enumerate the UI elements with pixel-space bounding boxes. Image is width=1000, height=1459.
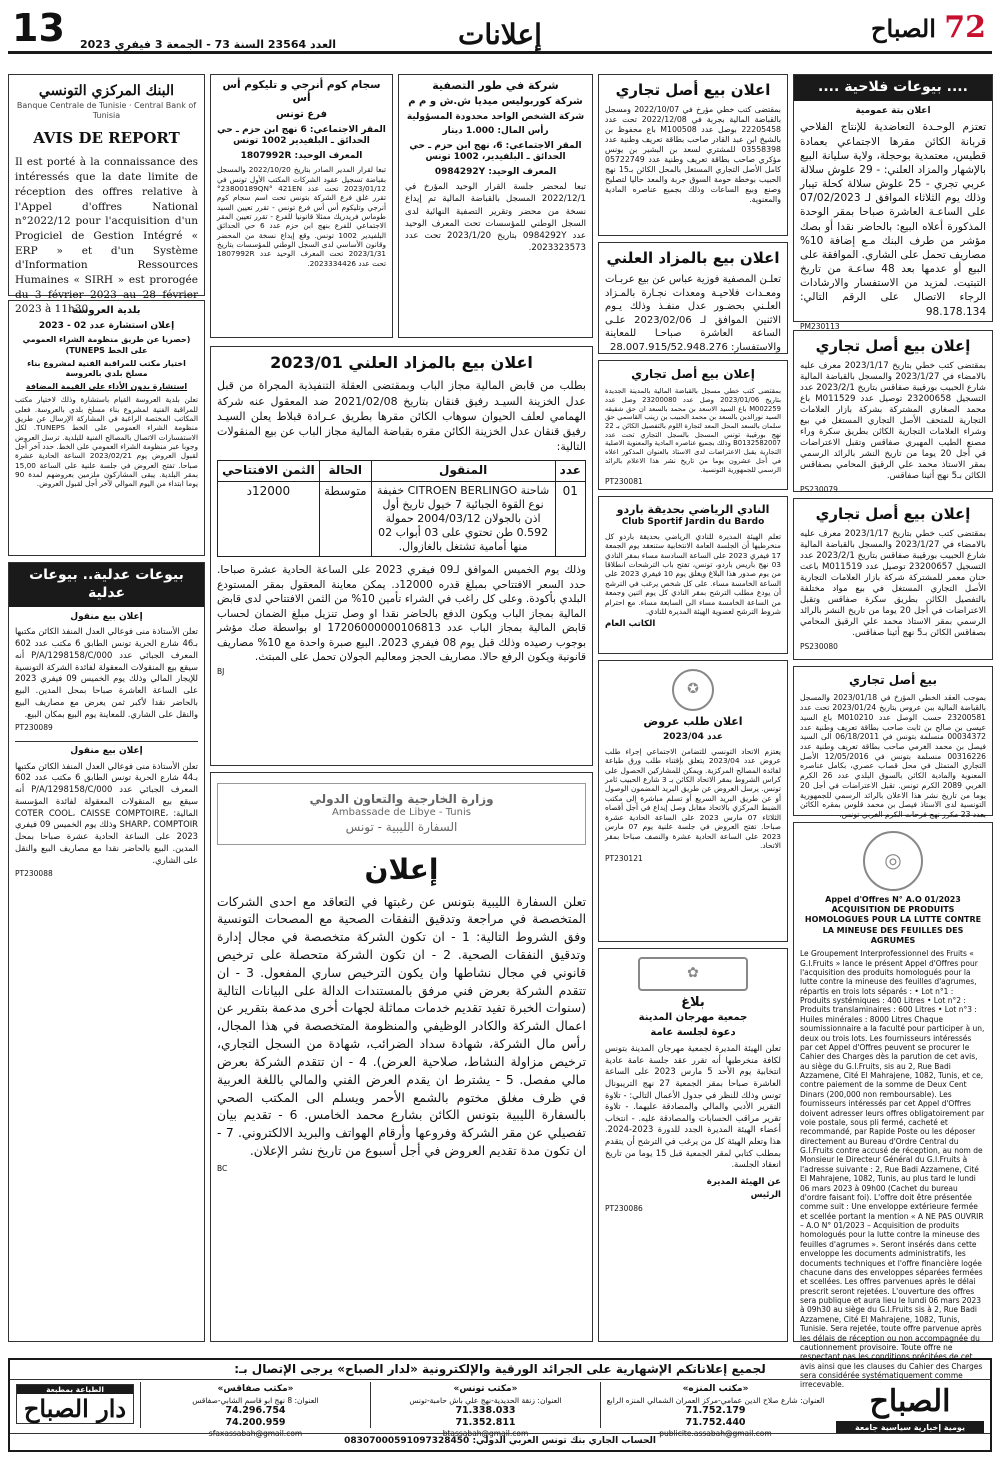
footer-logo-tag: يومية إخبارية سياسية جامعة [836, 1421, 984, 1434]
car-title: اعلان بيع بالمزاد العلني 2023/01 [270, 353, 533, 372]
club-body: تعلم الهيئة المديرة للنادي الرياضي بحديقة باردو كل منخرطيها أن الجلسة العامة الانتخابية ستنعقد يوم الجمعة 17 فيفري 2023 على الساعة السادسة مساء بمقر النادي 03 نهج باريس باردو، تونس، تفتح باب الترشحات انطلاقا من يوم صدور هذا البلاغ ويغلق يوم 10 فيفري 2023 على الساعة الخامسة مساء. على كل شخص يرغب في الترشح أن يودع مطلب الترشح بمقر النادي كل يوم اثنين وجمعة من الساعة الخامسة مساء الى السابعة مساء. مع احترام شروط الترشح لعضوية الهيئة المديرة للنادي. [605, 531, 781, 617]
cell-price: 12000د [218, 481, 320, 556]
office-fax: 71.752.440 [685, 1417, 746, 1429]
car-table-head [218, 461, 586, 481]
liq-name: شركة كوربوليس ميديا ش.ش و م م [408, 96, 583, 108]
footer-logo2-tag: الطباعة بمطبعة [17, 1385, 133, 1394]
logo-name: الصباح [871, 14, 936, 43]
bct-en: Central Bank of Tunisia [92, 101, 197, 121]
sijam-ad [210, 74, 393, 338]
medina-body: تعلن الهيئة المديرة لجمعية مهرجان المدينة بتونس لكافة منخرطيها أنه تقرر عقد جلسة عامة عادية انتخابية يوم الأحد 5 مارس 2023 على الساعة العاشرة صباحا بمقر الجمعية 27 نهج التريبونال تونس وذلك للنظر في جدول الأعمال التالي: - تلاوة التقرير الأدبي والمالي والمصادقة عليهما. - تلاوة تقرير مراقب الحسابات والمصادقة عليه. - انتخاب أعضاء الهيئة المديرة الجدد للدورة 2023-2024. هذا وتعلم الهيئة كل من يرغب في الترشح أن يتقدم بمطلب كتابي لمقر الجمعية قبل 15 يوما من تاريخ انعقاد الجلسة. [605, 1043, 782, 1170]
medina-ad [598, 948, 788, 1342]
sijam-id: المعرف الوحيد: 1807992R [240, 150, 363, 161]
office-tel: 74.296.754 [225, 1405, 286, 1417]
medina-sub1: جمعية مهرجان المدينة [638, 1011, 748, 1023]
medina-ref: PT230086 [605, 1203, 643, 1213]
th-price: الثمن الافتتاحي [218, 461, 320, 481]
bct-fr: Banque Centrale de Tunisie [16, 101, 127, 110]
union-logo-icon: ✪ [672, 669, 714, 711]
th-item: المنقول [371, 461, 555, 481]
cell-no: 01 [555, 481, 585, 556]
office-email[interactable]: btassabah@gmail.com [442, 1429, 529, 1439]
sijam-sub: فرع تونس [276, 108, 327, 120]
aroussa-sub3: اختيار مكتب للمراقبة الفنية لمشروع بناء مسلخ بلدي بالعروسة [27, 358, 186, 379]
jud-ref2: PT230088 [15, 869, 53, 879]
medina-sign2: الرئيس [750, 1189, 781, 1200]
com2-ad [598, 360, 788, 490]
aroussa-sub4: استشارة بدون الأداء على القيمة المضافة [25, 382, 188, 392]
embassy-ar: السفارة الليبية - تونس [345, 820, 458, 835]
aroussa-ad [8, 300, 205, 556]
club-ad [598, 496, 788, 654]
footer [8, 1358, 992, 1452]
car-intro: بطلب من قابض المالية مجاز الباب وبمقتضى العقلة التنفيذية المجراة من قبل عدل الخزينة السيـد رفيق قنقان بتاريخ 2021/02/08 ضد المعقول عنه شركة الهمامي لعلف الحيوان سوهاب الكائن مقرها بطريق عـرادة قبلاط يعلن السيـد رفيق قنقان عدل الخزينة الكائن مقره بقباضة المالية مجاز الباب عن بيع المنقولات التالية: [217, 379, 586, 454]
offers-body: يعتزم الاتحاد التونسي للتضامن الاجتماعي إجراء طلب عروض عدد 2023/04 يتعلق بإقتناء طلب ورق طباعة لفائدة المصالح المركزية. ويمكن للمشاركين الحصول على كراس الشروط بمقر الاتحاد الكائن بـ 3 شارع الحبيب ثامر تونس. يرسل العروض عن طريق البريد المضمون الوصول أو عن طريق البريد السريع أو تسلم مباشرة إلى مكتب الضبط المركزي بالاتحاد مقابل وصل إيداع في أجل أقصاه الثلاثاء 07 مارس 2023 على الساعة الحادية عشرة صباحا. تفتح العروض في جلسة علنية يوم 07 مارس 2023 على الساعة الحادية عشرة والنصف صباحا بمقر الاتحاد. [605, 746, 781, 851]
avis-body: Il est porté à la connaissance des intéressés que la date limite de réception des offres relative à l'Appel d'offres National n°2022/12 pour l'acquisition d'un Progiciel de Gestion Intégré « ERP » et d'un Système d'Information Ressources Humaines « SIRH » est prorogée du 3 février 2023 au 28 février 2023 à 11h30. [15, 156, 198, 316]
agri-ref: PM230113 [800, 321, 840, 331]
sale2-ad [793, 498, 993, 660]
footer-logo [836, 1384, 984, 1434]
table-row [218, 481, 586, 556]
office-tunis [370, 1382, 600, 1439]
office-fax: 71.352.811 [455, 1417, 516, 1429]
sale2-title: إعلان بيع أصل تجاري [815, 505, 971, 523]
agri-ad [793, 74, 993, 331]
sale1-body: بمقتضى كتب خطي بتاريخ 2023/1/17 معرف عليه بالامضاء في 2023/1/27 والمسجل بالقباضة المالية شارع الحبيب بورقيبة صفاقس بتاريخ 2023/2/1 عدد التسجيل 23200658 توصيل عدد M011529 باع محمد الصغاري المشتركة بشركة بازار العلامات التجارية للمتحف الأصل التجاري المستغل في بيع وشراء العلامات التجارية الكائن بطريق سكرة وراء مصنع الطيب المهيري صفاقس وتقبل الاعتراضات في أجل 20 يوما من تاريخ النشر بالرائد الرسمي بمقر الاستاذ محمد علي الرقيق المحامي بصفاقس الكائن بـ5 نهج أثينا صفاقس. [800, 361, 987, 482]
ministry-name: وزارة الخارجية والتعاون الدولي [309, 792, 494, 806]
com2-title: إعلان بيع أصل تجاري [631, 367, 755, 381]
offers-ad [598, 660, 788, 942]
jud-s2: إعلان بيع منقول [70, 746, 143, 757]
office-address: العنوان: زنقة الحديدية-نهج علي باش حامبة-تونس [409, 1395, 562, 1405]
embassy-title: إعلان [364, 852, 439, 886]
th-state: الحالة [319, 461, 371, 481]
footer-logo2-name: دار الصباح [23, 1394, 127, 1423]
jud-s1: إعلان بيع منقول [70, 611, 143, 622]
embassy-fr: Ambassade de Libye - Tunis [332, 807, 471, 819]
com1-title: اعلان بيع أصل تجاري [615, 81, 771, 99]
embassy-banner [217, 783, 586, 845]
agri-body: تعتزم الوحـدة التعاضدية للإنتاج الفلاحي قربانة الكائن مقرها الاجتماعي بعمادة قطيس، معتمدية بوحجلة، ولاية سليانة البيع بالإشهار والمزاد العلني: - 29 علوش سلالة عربي تجري - 25 علوش سلالة كحلة تيبار وذلك يوم الثلاثاء الموافق لـ 07/02/2023 على الساعـة العاشرة صباحا بمقر الوحدة المذكورة أعلاه البيع: بالحاضر نقدا أو بصك مؤشر من طرف البنك مـع إضافة 10% مصاريف تحمل على الشاري. الموافقة على البيع أو عدمها بعد 48 ساعـة من تاريخ التبتيت. لمزيد من الاستفسار والارشادات الرجاء الاتصال على الرقم التالي: 98.178.134 [800, 121, 986, 318]
car-table [217, 460, 586, 557]
fruits-body: Le Groupement Interprofessionnel des Fruits « G.I.Fruits » lance le présent Appel d'Offres pour l'acquisition des produits homologués pour la lutte contre la mineuse des feuilles d'agrumes, répartis en trois lots séparés : • Lot n°1 : Produits systémiques : 400 Litres • Lot n°2 : Produits translaminaires : 600 Litres • Lot n°3 : Huiles minérales : 8000 Litres Chaque soumissionnaire a la faculté pour participer à un, deux ou trois lots. Les fournisseurs intéressés par cet Appel d'Offres peuvent se procurer le Cahier des Charges dès la parution de cet avis, au siège du G.I.Fruits, sis au 2, Rue Badi Azzamene, Cité El Mahrajene, 1082, Tunis, et ce, contre paiement de la somme de Deux Cent Dinars (200,000 non remboursable). Les fournisseurs intéressés par cet Appel d'Offres doivent adresser leurs offres obligatoirement par voie postale, sous pli fermé, cacheté et recommandé, par Rapide Poste ou les déposer directement au Bureau d'Ordre Central du G.I.Fruits contre accusé de réception, au nom de Monsieur le Directeur Général du G.I.Fruits à l'adresse suivante : 2, Rue Badi Azzamene, Cité El Mahrajene, 1082, Tunis, au plus tard le lundi 06 mars 2023 à 09h00 (Cachet du bureau d'ordre faisant foi). L'offre doit être présentée comme suit : Une enveloppe extérieure fermée et scellée portant la mention « A NE PAS OUVRIR – A.O N° 01/2023 – Acquisition de produits homologués pour la lutte contre la mineuse des feuilles d'agrumes ». Seront insérés dans cette enveloppe les documents administratifs, les documents techniques et l'offre financière logée chacune dans des enveloppes séparées fermées et scellées. Les offres parvenues après le délai prescrit seront rejetées. L'ouverture des offres sera publique et aura lieu le lundi 06 mars 2023 à 09h30 au siège du G.I.Fruits sis à 2, Rue Badi Azzamene, Cité El Mahrajene, 1082, Tunis, Tunisie. Sera rejetée, toute offre parvenue après les délais de réception ou non accompagnée du cautionnement provisoire. Toute offre ne respectant pas les conditions précitées de cet avis ainsi que les clauses du Cahier des Charges sera considérée systématiquement comme irrecevable. [800, 949, 985, 1390]
com2-ref: PT230081 [605, 477, 643, 487]
office-tel: 71.752.179 [685, 1405, 746, 1417]
club-sign: الكاتب العام [605, 618, 656, 629]
aroussa-title: بلدية العروسة [72, 305, 141, 316]
office-fax: 74.200.959 [225, 1417, 286, 1429]
sijam-body: تبعا لقرار المدير الصادر بتاريخ 2022/10/20 والمسجل بقباضة تسجيل عقود الشركات المكتب الأول تونس في 2023/01/12 تحت عدد 23800189QN° 421EN° تقرر غلق فرع الشركة بتونس تحت اسم سجام كوم أنرجي وتليكوم أس أس فرع تونس - تقرر تعيين السيد طوماس فريدريك ممثلا قانونيا للفرع - تقرر تعيين المقر الاجتماعي للفرع بنهج ابن حزم عدد 6 حي الحدائق البلفيدير 1002 تونس. وقع إيداع نسخة من المحضر وقانون الأساسي لدى السجل الوطني للمؤسسات بتاريخ 2023/1/31 تحت المعرف الوحيد عدد 1807992R تحت عدد 2023334426. [217, 165, 387, 268]
section-title: إعلانات [458, 18, 542, 51]
judicial-title: بيوعات عدلية.. بيوعات عدلية [9, 563, 204, 607]
liq-cap: رأس المال: 1.000 دينار [442, 126, 549, 137]
judicial-sales [8, 562, 205, 1342]
bct-name-fr: Banque Centrale de Tunisie · Central Bank of Tunisia [16, 101, 197, 121]
festival-logo-icon: ✿ [638, 957, 748, 991]
footer-header: لجميع إعلاناتكم الإشهارية على الجرائد الورقية والإلكترونية «لدار الصباح» يرجى الإتصال بـ: [10, 1360, 990, 1380]
sale3-title: بيع أصل تجاري [849, 673, 937, 687]
medina-title: بلاغ [681, 995, 705, 1010]
office-name: «مكتب تونس» [453, 1384, 518, 1394]
office-sfax [140, 1382, 370, 1439]
aroussa-sub2: (حصريا عن طريق منظومة الشراء العمومي على الخط TUNEPS) [22, 335, 191, 355]
fruits-tender [793, 822, 993, 1390]
footer-logo-name: الصباح [869, 1384, 951, 1419]
liq-id: المعرف الوحيد: 0984292Y [434, 166, 557, 177]
aroussa-sub: إعلان استشارة عدد 02 - 2023 [38, 320, 175, 331]
liq-ad [398, 74, 593, 338]
office-menzah [600, 1382, 830, 1439]
sijam-title: سجام كوم أنرجي و تليكوم أس أس [222, 79, 381, 105]
jud-b1: تعلن الأستاذة منى فوعالي العدل المنفذ الكائن مكتبها بـ46 شارع الحرية تونس الطابق 6 مكتب عدد 602 المعرف الجبائي عدد P/A/1298158/C/000 أنه سيقع بيع المنقولات المعقولة لفائدة الشركة التونسية للإيجار المالي وذلك يوم الخميس 09 فيفري 2023 على الساعة العاشرة صباحا بمحل المدين. البيع بالحاضر نقدا لأكبر ثمن يعرض مع مصاريف البيع والنقل على الشاري. للمعاينة يوم البيع بمكان البيع. [15, 626, 198, 719]
office-email[interactable]: sfaxassabah@gmail.com [208, 1429, 303, 1439]
sale1-ad [793, 330, 993, 495]
logo-number: 72 [944, 10, 986, 45]
office-name: «مكتب المنزه» [682, 1384, 749, 1394]
embassy-ref: BC [217, 1163, 228, 1173]
office-name: «مكتب صفاقس» [217, 1384, 294, 1394]
car-outro: وذلك يوم الخميس الموافق لـ09 فيفري 2023 على الساعة الحادية عشرة صباحا. حدد السعر الافتتاحي بمبلغ قدره 12000د. يمكن معاينة المعقول بمقر المستودع البلدي بأكودة. وعلى كل راغب في الشراء تأمين 10% من الثمن الافتتاحي لدى قابض المالية بمجاز الباب ويكون الدفع بالحاضر نقدا او وصل تنزيل مبلغ الضمان لحساب قابض المالية بمجاز الباب عدد 17206000000106813 او بواسطة صك مؤشر بوجوب رصيده وذلك قبل يوم 08 فيفري 2023. البيع صبرة واحدة مع 10% مصاريف قانونية ويكون الرفع حالا. مصاريف الحجز ومعاليم الجولان تحمل على المبتث. [217, 564, 587, 663]
masthead-logo [871, 10, 986, 45]
issue-line: العدد 23564 السنة 73 - الجمعة 3 فيفري 2023 [80, 38, 337, 51]
th-no: عدد [555, 461, 585, 481]
car-auction-ad [210, 346, 593, 766]
auction-body: تعلـن المصفية فوزية عباس عن بيع عربـات ومعـدات فلاحيـة ومعدات نجـارة بالمـزاد العلـني بحضـور عدل منفـذ وذلك يـوم الاثنين الموافق لـ 2023/02/06 علـى الساعة العاشرة صباحـا للمعاينة والاستفسار: 28.007.915/52.948.276 [605, 274, 781, 353]
liq-sub: شركة الشخص الواحد محدودة المسؤولية [406, 111, 585, 122]
fruits-title: Appel d'Offres N° A.O 01/2023 ACQUISITION DE PRODUITS HOMOLOGUES POUR LA LUTTE CONTRE LA MINEUSE DES FEUILLES DES AGRUMES [804, 895, 982, 945]
car-ref: BJ [217, 667, 225, 677]
sale3-body: بموجب العقد الخطي المؤرخ في 2023/01/18 والمسجل بالقباضة المالية ببن عروس بتاريخ 2023/01/24 تحت عدد 23200581 حسب الوصل عدد M010210 باع السيد عيسى بن صالح بن ثابت صاحب بطاقة تعريف وطنية عدد 00034372 منسلمة بتونس في 06/18/2011 الى السيد فيصل بن محمد الغرمي صاحب بطاقة تعريف وطنية عدد 00316226 منسلمة بتونس في 12/05/2016 الأصل التجاري المتمثل في محل قصاب عصري، بكامل عناصره المعنوية والمادية الكائن بالسوق البلدي عدد 26 الكرم الغربي 2089 الكرم تونس. تقبل الاعتراضات في أجل 20 يوما من تاريخ نشر هذا الاعلان بالرائد الرسمي للجمهورية التونسية لدى الاستاذ فيصل بن محمد قلوس بمقره الكائن بعدد 23 مكرر نهج فرحات الكرم الغربي تونس. [800, 693, 987, 819]
com1-body: بمقتضى كتب خطي مؤرخ في 2022/10/07 ومسجل بالقباضة المالية بجربة في 2022/12/08 تحت عدد 22205458 بوصل عدد M100508 باع محفوظ بن بالشيخ ابن عبد القادر صاحب بطاقة تعريف وطنية عدد 03558398 للمشتري لسعد بن البشير بن يونس مؤكري صاحب بطاقة تعريف وطنية عدد 05722749 كامل الأصل التجاري المستغل بالمحل الكائن بـ15 نهج الحبيب بوخطة حومة السوق جربة والمعد حاليا لتصليح وصنع وبيع الساعات وذلك بجميع عناصره المادية والمعنوية. [605, 105, 781, 204]
office-tel: 71.338.033 [455, 1405, 516, 1417]
com2-body: بمقتضى كتب خطي مسجل بالقباضة المالية بالمدينة الجديدة بتاريخ 2023/01/06 وصل عدد 23200080 وصل عدد M002259 باع السيد الاسعد بن محمد بالسعد ان حق شقيقه السيد نورالدين بالسعد بن محمد الحبيب بن زينب القاسمي حق سلمان بالسعد المحل المعد لتجارة اللوم بالتفصيل الكائن بـ 22 نهج بورقيبة تونس المسجل بالسجل التجاري تحت عدد B0132582007 وذلك بجميع عناصره المادية والمعنوية الاصلية التجارية يقبل الاعتراضات لدى الاستاذ بالعنوان المذكور اعلاه في أجل عشرون يوما من تاريخ نشر هذا الاعلام بالرائد الرسمي للجمهورية التونسية. [605, 387, 781, 474]
sale3-ad [793, 666, 993, 819]
office-address: العنوان: 8 نهج ابو قاسم الشابي-صفاقس [192, 1395, 319, 1405]
jud-b2: تعلن الأستاذة منى فوعالي العدل المنفذ الكائن مكتبها بـ44 شارع الحرية تونس الطابق 6 مكتب عدد 602 المعرف الجبائي عدد P/A/1298158/C/000 أنه سيقع بيع المنقولات المعقولة لفائدة المؤسسة المالية: COTER COOL، CAISSE COMPTOIRE، SHARP، COMPTOIR وذلك يوم الخميس 09 فيفري 2023 على الساعة الحادية عشرة صباحا بمحل المدين. البيع بالحاضر نقدا مع مصاريف البيع والنقل على الشاري. [15, 760, 198, 865]
office-address: العنوان: شارع صلاح الدين عمامي-مركز العمران الشمالي المنزه الرابع [606, 1395, 825, 1405]
sale1-ref: PS230079 [800, 485, 838, 495]
sale1-title: إعلان بيع أصل تجاري [815, 337, 971, 355]
gifruits-logo-icon: ◎ [863, 831, 923, 891]
club-title: النادي الرياضي بحديقة باردو [616, 503, 770, 516]
auction-ad [598, 242, 788, 354]
jud-ref1: PT230089 [15, 723, 53, 733]
sale2-ref: PS230080 [800, 642, 838, 652]
embassy-body: تعلن السفارة الليبية بتونس عن رغبتها في التعاقد مع احدى الشركات المتخصصة في مراجعة وتدقيق النفقات الصحية مع المصحات التونسية وفق الشروط التالية: 1 - ان تكون الشركة متخصصة في مجال إدارة وتدقيق النفقات الصحية. 2 - ان تكون الشركة متحصلة على ترخيص قانوني في مجال نشاطها وان يكون الترخيص ساري المفعول. 3 - ان تتقدم الشركة بعرض فني مرفق بالمستندات الدالة على البيانات التالية (سنوات الخبرة تفيد تقديم خدمات مماثلة لجهات أخرى مدعمة بتقرير عن اعمال الشركة والكادر الوظيفي والمنظومة المتخصصة في هذا المجال، رأس مال الشركة، شهادة سداد الضرائب، شهادة من السجل التجاري، ترخيص مزاولة النشاط، صلاحية العرض). 4 - ان تتقدم الشركة بعرض مالي مفصل. 5 - يشترط ان يقدم العرض الفني والمالي باللغة العربية في ظرف مغلق مختوم بالشمع الأحمر ويسلم الى المكتب الصحي بالسفارة الليبية بتونس الكائن بشارع محمد الخامس. 6 - تقديم بيان تفصيلي عن مقر الشركة وفروعها وأرقام الهواتف والبريد الالكتروني. 7 - ان تكون مدة تقديم العروض في أجل أسبوع من تاريخ نشر الإعلان. [217, 894, 587, 1159]
footer-account: الحساب الجاري بنك تونس العربي الدولي: 08307000591097328450 [10, 1433, 990, 1450]
offices [140, 1382, 830, 1439]
liq-body: تبعا لمحضر جلسة القرار الوحيد المؤرخ في 2022/12/1 المسجل بالقباضة المالية تم إيداع نسخة من محضر وتقرير التصفية النهائية لدى السجل الوطني للمؤسسات تحت المعرف الوحيد عدد 0984292Y بتاريخ 2023/1/20 تحت عدد 2023323573. [405, 182, 586, 253]
embassy-ad [210, 772, 593, 1342]
club-title-fr: Club Sportif Jardin du Bardo [621, 517, 765, 528]
medina-sub2: دعوة لجلسة عامة [650, 1027, 736, 1039]
jud-divider [15, 741, 198, 742]
offers-title: اعلان طلب عروض [643, 715, 743, 728]
office-email[interactable]: publicite.assabah@gmail.com [659, 1429, 772, 1439]
aroussa-body: تعلن بلدية العروسة القيام باستشارة وذلك لاختيار مكتب للمراقبة الفنية لمشروع بناء مسلخ بلدي بالعروسة. فعلى المكاتب المختصة الراغبة في المشاركة الإرسال عن طريق منظومة الشراء العمومي على الخط TUNEPS. لكل الاستفسارات الاتصال بالمصالح الفنية للبلدية. ترسل العروض وجوبا عبر منظومة الشراء العمومي على الخط. حدد آخر أجل لقبول العروض يوم 2023/02/21 الساعة الحادية عشرة صباحا. تفتح العروض في جلسة علنية على الساعة 15,00 بمقر البلدية. يبقى المشاركون ملزمين بعروضهم لمدة 90 يوما ابتداء من اليوم الموالي لآخر أجل لقبول العروض. [15, 395, 198, 489]
offers-ref: PT230121 [605, 853, 643, 863]
medina-sign: عن الهيئة المديرة [706, 1176, 781, 1187]
liq-title: شركة في طور التصفية [432, 79, 559, 92]
cell-item: شاحنة CITROEN BERLINGO خفيفة نوع القوة الجبائية 7 خيول تاريخ أول اذن بالجولان 2004/03/12 حمولة 0.592 طن تحتوي على 03 أبواب 02 منها أمامية تشتغل بالغازوال. [371, 481, 555, 556]
offers-sub: عدد 2023/04 [663, 732, 723, 743]
agri-sub: اعلان بتة عمومية [855, 105, 931, 116]
footer-logo-dar [16, 1384, 134, 1424]
sale2-body: بمقتضى كتب خطي بتاريخ 2023/1/17 معرف عليه بالامضاء في 2023/1/27 والمسجل بالقباضة المالية شارع الحبيب بورقيبة صفاقس بتاريخ 2023/2/1 عدد التسجيل 23200657 توصيل عدد M011519 باعت حنان معمر للمشتركة شركة بازار العلامات التجارية الأصل التجاري المستغل في بيع مواد مختلفة بالتفصيل الكائن بطريق سكرة صفاقس وتقبل الاعتراضات في أجل 20 يوما من تاريخ النشر بالرائد الرسمي بمقر الاستاذ محمد علي الرقيق المحامي بصفاقس الكائن بـ5 نهج أثينا صفاقس. [800, 529, 987, 639]
agri-title: .... بيوعات فلاحية .... [794, 75, 992, 101]
sijam-hq: المقر الاجتماعي: 6 نهج ابن حزم ـ حي الحدائق ـ البلفيدير 1002 تونس [217, 124, 386, 147]
avis-title: AVIS DE REPORT [33, 129, 180, 148]
page-number: 13 [12, 6, 65, 50]
masthead [8, 6, 992, 54]
cell-state: متوسطة [319, 481, 371, 556]
auction-title: اعلان بيع بالمزاد العلني [606, 249, 780, 267]
liq-hq: المقر الاجتماعي: 6، نهج ابن حزم ـ حي الحدائق ـ البلفيدير، 1002 تونس [409, 140, 582, 163]
bct-name-ar: البنك المركزي التونسي [38, 83, 175, 99]
com1-ad [598, 74, 788, 236]
